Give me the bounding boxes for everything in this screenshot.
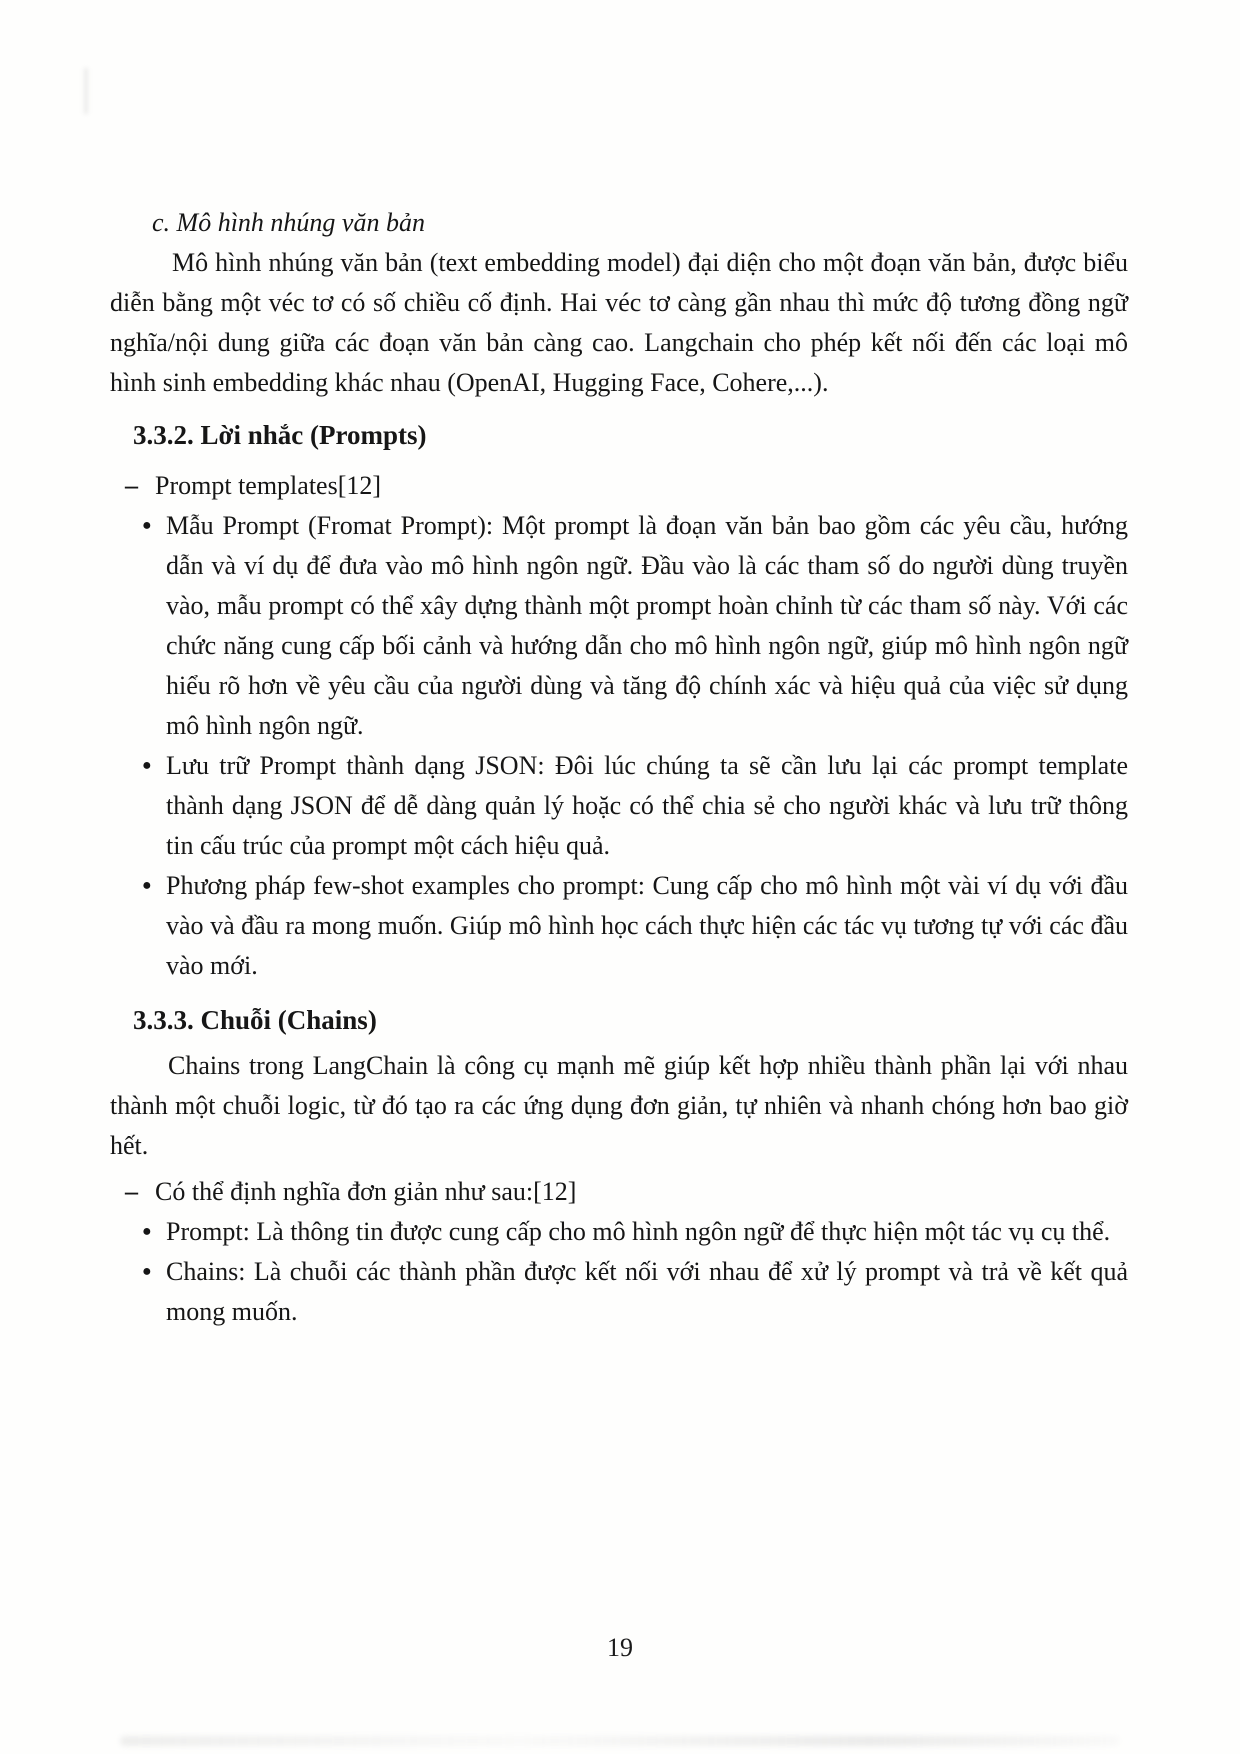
bullet-item-text: Phương pháp few-shot examples cho prompt: Cung cấp cho mô hình một vài ví dụ với đầu vào và đầu ra mong muốn. Giúp mô hình học cách thực hiện các tác vụ tương tự với các đầu vào mới. [166, 871, 1128, 980]
dash-list-item-define [110, 1172, 1128, 1212]
subsection-c-heading: c. Mô hình nhúng văn bản [152, 208, 425, 237]
bullet-item-text: Mẫu Prompt (Fromat Prompt): Một prompt là đoạn văn bản bao gồm các yêu cầu, hướng dẫn và ví dụ để đưa vào mô hình ngôn ngữ. Đầu vào là các tham số do người dùng truyền vào, mẫu prompt có thể xây dựng thành một prompt hoàn chỉnh từ các tham số này. Với các chức năng cung cấp bối cảnh và hướng dẫn cho mô hình ngôn ngữ, giúp mô hình ngôn ngữ hiểu rõ hơn về yêu cầu của người dùng và tăng độ chính xác và hiệu quả của việc sử dụng mô hình ngôn ngữ. [166, 511, 1128, 740]
bullet-item-text: Chains: Là chuỗi các thành phần được kết nối với nhau để xử lý prompt và trả về kết quả mong muốn. [166, 1257, 1128, 1326]
bullet-list-item [110, 1212, 1128, 1252]
bullet-item-text: Prompt: Là thông tin được cung cấp cho mô hình ngôn ngữ để thực hiện một tác vụ cụ thể. [166, 1217, 1111, 1246]
section-heading-3-3-2: 3.3.2. Lời nhắc (Prompts) [133, 420, 427, 450]
dash-list-item-prompt-templates [110, 466, 1128, 506]
page-content [110, 203, 1128, 1332]
embedding-paragraph: Mô hình nhúng văn bản (text embedding model) đại diện cho một đoạn văn bản, được biểu diễn bằng một véc tơ có số chiều cố định. Hai véc tơ càng gần nhau thì mức độ tương đồng ngữ nghĩa/nội dung giữa các đoạn văn bản càng cao. Langchain cho phép kết nối đến các loại mô hình sinh embedding khác nhau (OpenAI, Hugging Face, Cohere,...). [110, 248, 1128, 397]
bullet-item-text: Lưu trữ Prompt thành dạng JSON: Đôi lúc chúng ta sẽ cần lưu lại các prompt template thành dạng JSON để dễ dàng quản lý hoặc có thể chia sẻ cho người khác và lưu trữ thông tin cấu trúc của prompt một cách hiệu quả. [166, 751, 1128, 860]
chains-paragraph: Chains trong LangChain là công cụ mạnh mẽ giúp kết hợp nhiều thành phần lại với nhau thành một chuỗi logic, từ đó tạo ra các ứng dụng đơn giản, tự nhiên và nhanh chóng hơn bao giờ hết. [110, 1051, 1128, 1160]
scan-artifact [120, 1736, 1120, 1746]
bullet-list-item [110, 746, 1128, 866]
bullet-list-item [110, 506, 1128, 746]
page-number: 19 [607, 1633, 633, 1662]
scan-artifact [84, 68, 88, 114]
bullet-icon: ● [142, 1223, 152, 1240]
dash-icon: – [125, 471, 138, 500]
bullet-icon: ● [142, 517, 152, 534]
bullet-icon: ● [142, 877, 152, 894]
dash-item-label: Có thể định nghĩa đơn giản như sau:[12] [155, 1177, 577, 1206]
bullet-icon: ● [142, 757, 152, 774]
bullet-list-item [110, 866, 1128, 986]
dash-item-label: Prompt templates[12] [155, 471, 382, 500]
dash-icon: – [125, 1177, 138, 1206]
bullet-list-item [110, 1252, 1128, 1332]
bullet-icon: ● [142, 1263, 152, 1280]
section-heading-3-3-3: 3.3.3. Chuỗi (Chains) [133, 1005, 377, 1035]
